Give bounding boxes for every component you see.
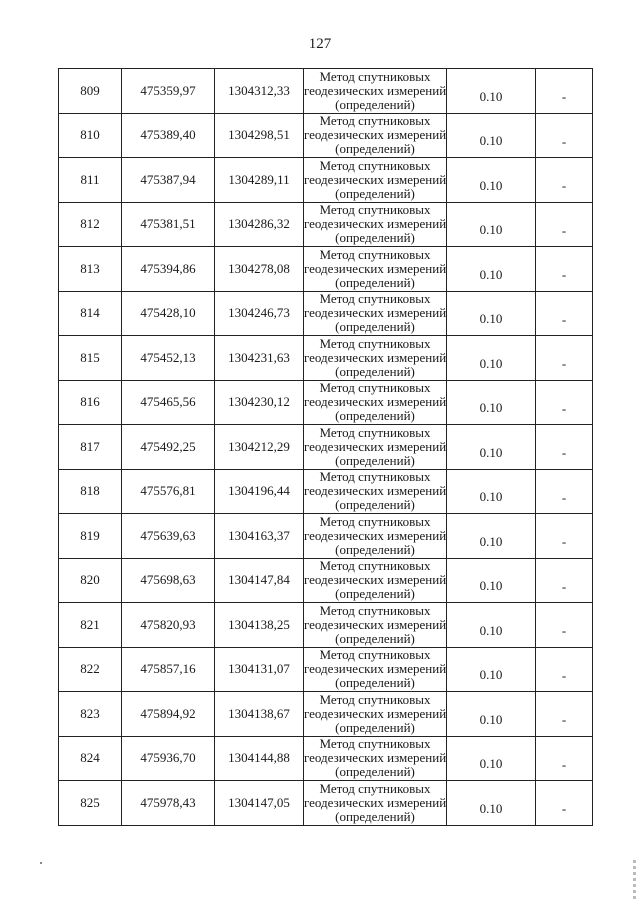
point-number-cell: 819 (59, 514, 122, 559)
method-text-line: (определений) (335, 497, 415, 513)
method-cell (304, 202, 447, 247)
accuracy-cell (447, 425, 536, 470)
accuracy-cell (447, 291, 536, 336)
accuracy-cell (447, 158, 536, 203)
method-text-line: геодезических измерений (304, 483, 447, 499)
x-coordinate-cell: 475576,81 (122, 469, 215, 514)
table-row (59, 291, 593, 336)
table-row (59, 69, 593, 114)
accuracy-cell (447, 469, 536, 514)
note-cell (536, 558, 593, 603)
method-text-line: (определений) (335, 719, 415, 735)
method-cell (304, 514, 447, 559)
method-cell (304, 113, 447, 158)
y-coordinate-cell: 1304163,37 (215, 514, 304, 559)
method-cell (304, 781, 447, 826)
note-value: - (561, 356, 567, 372)
method-text-line: геодезических измерений (304, 794, 447, 810)
method-text-line: геодезических измерений (304, 394, 447, 410)
x-coordinate-cell: 475820,93 (122, 603, 215, 648)
point-number-cell: 820 (59, 558, 122, 603)
note-cell (536, 514, 593, 559)
method-text-line: Метод спутниковых (319, 780, 431, 796)
point-number-cell: 822 (59, 647, 122, 692)
x-coordinate-cell: 475452,13 (122, 336, 215, 381)
table-row (59, 425, 593, 470)
method-text-line: Метод спутниковых (319, 68, 431, 84)
method-text-line: (определений) (335, 808, 415, 824)
method-cell (304, 692, 447, 737)
x-coordinate-cell: 475428,10 (122, 291, 215, 336)
accuracy-cell (447, 558, 536, 603)
point-number-cell: 823 (59, 692, 122, 737)
accuracy-cell (447, 247, 536, 292)
method-cell (304, 736, 447, 781)
method-text-line: Метод спутниковых (319, 691, 431, 707)
y-coordinate-cell: 1304286,32 (215, 202, 304, 247)
x-coordinate-cell: 475978,43 (122, 781, 215, 826)
accuracy-cell (447, 647, 536, 692)
note-cell (536, 425, 593, 470)
method-text-line: (определений) (335, 452, 415, 468)
point-number-cell: 811 (59, 158, 122, 203)
method-cell (304, 647, 447, 692)
method-text-line: геодезических измерений (304, 216, 447, 232)
note-cell (536, 113, 593, 158)
method-cell (304, 336, 447, 381)
x-coordinate-cell: 475857,16 (122, 647, 215, 692)
point-number-cell: 816 (59, 380, 122, 425)
y-coordinate-cell: 1304298,51 (215, 113, 304, 158)
accuracy-value: 0.10 (479, 489, 503, 505)
note-cell (536, 781, 593, 826)
note-cell (536, 291, 593, 336)
x-coordinate-cell: 475394,86 (122, 247, 215, 292)
accuracy-value: 0.10 (479, 711, 503, 727)
method-cell (304, 425, 447, 470)
method-cell (304, 247, 447, 292)
note-cell (536, 647, 593, 692)
method-text-line: геодезических измерений (304, 305, 447, 321)
method-text-line: геодезических измерений (304, 349, 447, 365)
point-number-cell: 824 (59, 736, 122, 781)
point-number-cell: 817 (59, 425, 122, 470)
method-text-line: Метод спутниковых (319, 469, 431, 485)
method-text-line: геодезических измерений (304, 438, 447, 454)
accuracy-cell (447, 603, 536, 648)
table-row (59, 336, 593, 381)
y-coordinate-cell: 1304230,12 (215, 380, 304, 425)
x-coordinate-cell: 475381,51 (122, 202, 215, 247)
method-text-line: (определений) (335, 185, 415, 201)
point-number-cell: 818 (59, 469, 122, 514)
accuracy-value: 0.10 (479, 533, 503, 549)
method-text-line: Метод спутниковых (319, 246, 431, 262)
point-number-cell: 813 (59, 247, 122, 292)
method-cell (304, 469, 447, 514)
accuracy-cell (447, 69, 536, 114)
method-text-line: геодезических измерений (304, 705, 447, 721)
accuracy-value: 0.10 (479, 578, 503, 594)
accuracy-cell (447, 781, 536, 826)
note-cell (536, 336, 593, 381)
note-cell (536, 247, 593, 292)
x-coordinate-cell: 475492,25 (122, 425, 215, 470)
method-text-line: геодезических измерений (304, 127, 447, 143)
accuracy-value: 0.10 (479, 88, 503, 104)
table-row (59, 736, 593, 781)
accuracy-value: 0.10 (479, 355, 503, 371)
method-text-line: геодезических измерений (304, 616, 447, 632)
method-cell (304, 291, 447, 336)
y-coordinate-cell: 1304147,05 (215, 781, 304, 826)
method-cell (304, 69, 447, 114)
method-cell (304, 558, 447, 603)
method-cell (304, 603, 447, 648)
method-text-line: геодезических измерений (304, 82, 447, 98)
x-coordinate-cell: 475936,70 (122, 736, 215, 781)
note-value: - (561, 89, 567, 105)
x-coordinate-cell: 475359,97 (122, 69, 215, 114)
x-coordinate-cell: 475387,94 (122, 158, 215, 203)
note-cell (536, 692, 593, 737)
x-coordinate-cell: 475698,63 (122, 558, 215, 603)
note-value: - (561, 400, 567, 416)
method-text-line: Метод спутниковых (319, 291, 431, 307)
accuracy-value: 0.10 (479, 800, 503, 816)
method-text-line: (определений) (335, 96, 415, 112)
note-value: - (561, 578, 567, 594)
table-row (59, 514, 593, 559)
accuracy-value: 0.10 (479, 266, 503, 282)
method-text-line: (определений) (335, 408, 415, 424)
note-value: - (561, 267, 567, 283)
accuracy-cell (447, 736, 536, 781)
y-coordinate-cell: 1304312,33 (215, 69, 304, 114)
note-value: - (561, 311, 567, 327)
accuracy-value: 0.10 (479, 400, 503, 416)
x-coordinate-cell: 475639,63 (122, 514, 215, 559)
point-number-cell: 815 (59, 336, 122, 381)
x-coordinate-cell: 475389,40 (122, 113, 215, 158)
table-row (59, 113, 593, 158)
method-text-line: Метод спутниковых (319, 380, 431, 396)
method-text-line: (определений) (335, 363, 415, 379)
coordinates-table (58, 68, 593, 826)
point-number-cell: 814 (59, 291, 122, 336)
point-number-cell: 821 (59, 603, 122, 648)
coordinates-table-body (59, 69, 593, 826)
note-cell (536, 380, 593, 425)
table-row (59, 247, 593, 292)
note-cell (536, 736, 593, 781)
note-cell (536, 158, 593, 203)
point-number-cell: 810 (59, 113, 122, 158)
y-coordinate-cell: 1304289,11 (215, 158, 304, 203)
accuracy-cell (447, 692, 536, 737)
y-coordinate-cell: 1304147,84 (215, 558, 304, 603)
method-text-line: геодезических измерений (304, 171, 447, 187)
accuracy-value: 0.10 (479, 222, 503, 238)
method-text-line: геодезических измерений (304, 572, 447, 588)
note-cell (536, 69, 593, 114)
note-value: - (561, 712, 567, 728)
table-row (59, 558, 593, 603)
accuracy-value: 0.10 (479, 756, 503, 772)
accuracy-value: 0.10 (479, 133, 503, 149)
point-number-cell: 825 (59, 781, 122, 826)
x-coordinate-cell: 475465,56 (122, 380, 215, 425)
note-value: - (561, 667, 567, 683)
method-text-line: (определений) (335, 675, 415, 691)
method-text-line: Метод спутниковых (319, 424, 431, 440)
accuracy-cell (447, 336, 536, 381)
method-text-line: (определений) (335, 764, 415, 780)
note-value: - (561, 534, 567, 550)
table-row (59, 380, 593, 425)
method-cell (304, 158, 447, 203)
method-text-line: Метод спутниковых (319, 558, 431, 574)
point-number-cell: 809 (59, 69, 122, 114)
accuracy-cell (447, 113, 536, 158)
table-row (59, 781, 593, 826)
table-row (59, 158, 593, 203)
table-row (59, 692, 593, 737)
note-value: - (561, 623, 567, 639)
method-text-line: Метод спутниковых (319, 335, 431, 351)
accuracy-value: 0.10 (479, 311, 503, 327)
table-row (59, 603, 593, 648)
method-text-line: (определений) (335, 586, 415, 602)
method-text-line: (определений) (335, 141, 415, 157)
y-coordinate-cell: 1304278,08 (215, 247, 304, 292)
method-text-line: (определений) (335, 630, 415, 646)
scan-speck (40, 862, 42, 864)
method-text-line: (определений) (335, 541, 415, 557)
accuracy-value: 0.10 (479, 622, 503, 638)
method-text-line: (определений) (335, 230, 415, 246)
accuracy-value: 0.10 (479, 177, 503, 193)
y-coordinate-cell: 1304212,29 (215, 425, 304, 470)
note-value: - (561, 801, 567, 817)
method-text-line: (определений) (335, 274, 415, 290)
note-cell (536, 202, 593, 247)
method-cell (304, 380, 447, 425)
y-coordinate-cell: 1304138,67 (215, 692, 304, 737)
y-coordinate-cell: 1304196,44 (215, 469, 304, 514)
note-value: - (561, 489, 567, 505)
method-text-line: Метод спутниковых (319, 602, 431, 618)
scan-edge-mark (633, 860, 636, 900)
method-text-line: (определений) (335, 319, 415, 335)
method-text-line: геодезических измерений (304, 750, 447, 766)
note-cell (536, 469, 593, 514)
note-cell (536, 603, 593, 648)
accuracy-cell (447, 202, 536, 247)
note-value: - (561, 222, 567, 238)
point-number-cell: 812 (59, 202, 122, 247)
method-text-line: Метод спутниковых (319, 113, 431, 129)
accuracy-cell (447, 514, 536, 559)
y-coordinate-cell: 1304138,25 (215, 603, 304, 648)
accuracy-value: 0.10 (479, 667, 503, 683)
y-coordinate-cell: 1304131,07 (215, 647, 304, 692)
table-row (59, 647, 593, 692)
table-row (59, 469, 593, 514)
method-text-line: Метод спутниковых (319, 513, 431, 529)
note-value: - (561, 133, 567, 149)
note-value: - (561, 756, 567, 772)
method-text-line: геодезических измерений (304, 661, 447, 677)
method-text-line: Метод спутниковых (319, 736, 431, 752)
table-row (59, 202, 593, 247)
method-text-line: геодезических измерений (304, 260, 447, 276)
note-value: - (561, 445, 567, 461)
method-text-line: Метод спутниковых (319, 157, 431, 173)
method-text-line: геодезических измерений (304, 527, 447, 543)
y-coordinate-cell: 1304231,63 (215, 336, 304, 381)
method-text-line: Метод спутниковых (319, 202, 431, 218)
page-number: 127 (308, 36, 332, 52)
accuracy-cell (447, 380, 536, 425)
method-text-line: Метод спутниковых (319, 647, 431, 663)
accuracy-value: 0.10 (479, 444, 503, 460)
note-value: - (561, 178, 567, 194)
y-coordinate-cell: 1304144,88 (215, 736, 304, 781)
y-coordinate-cell: 1304246,73 (215, 291, 304, 336)
x-coordinate-cell: 475894,92 (122, 692, 215, 737)
